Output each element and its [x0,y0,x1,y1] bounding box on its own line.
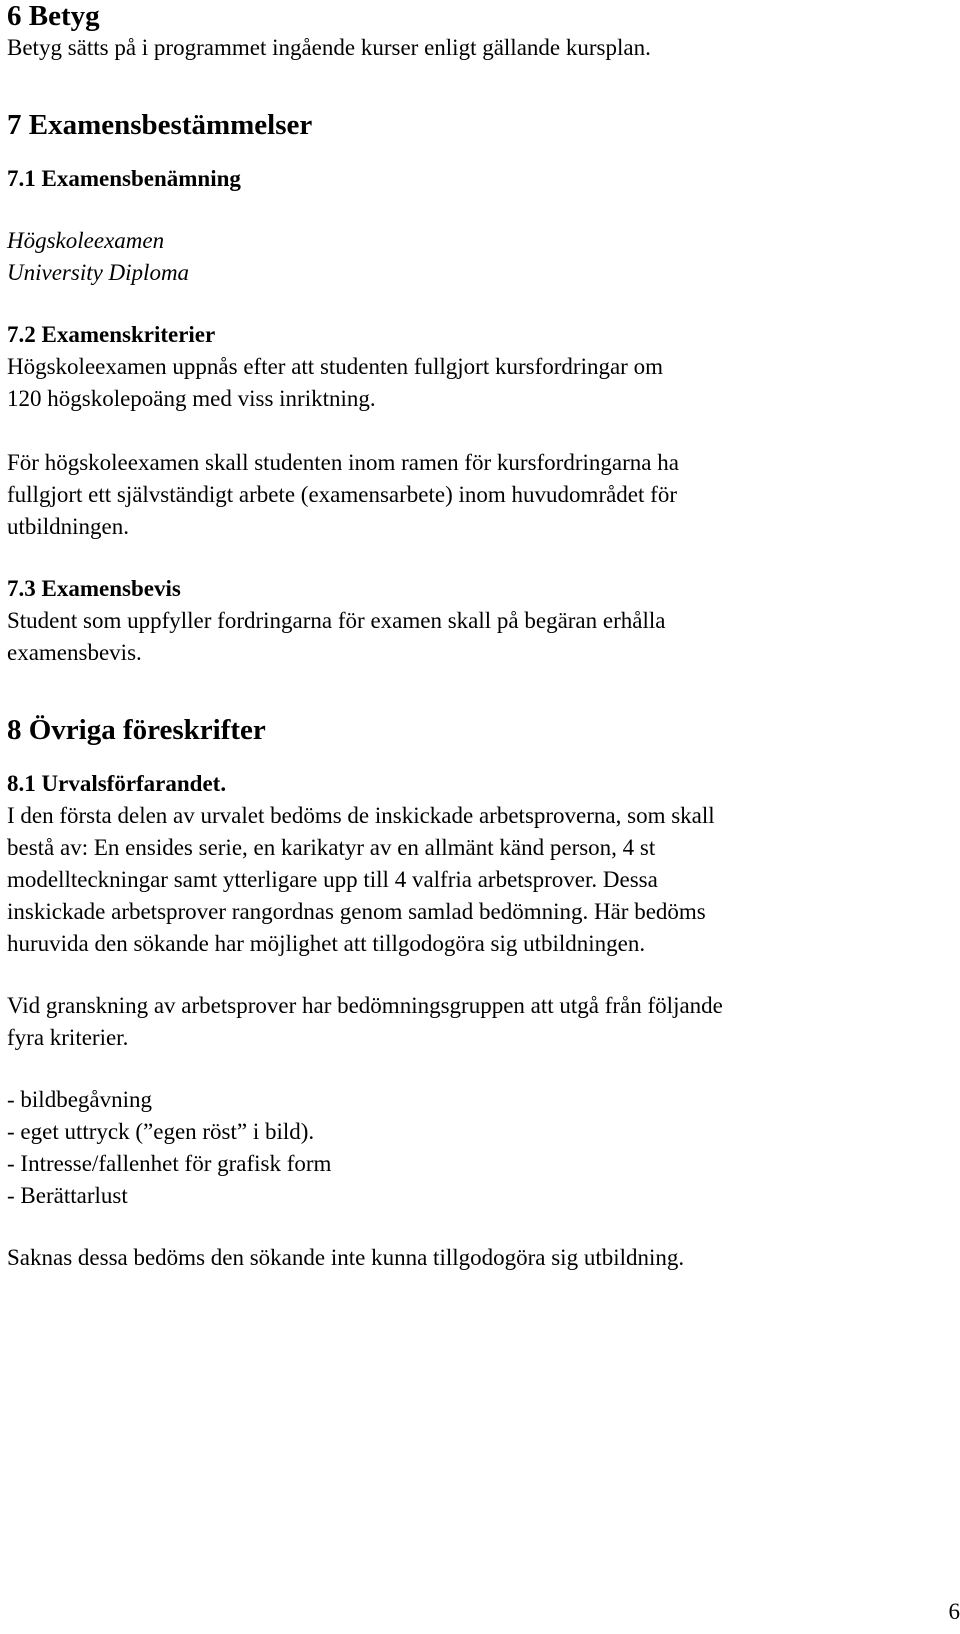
section-7-3-line: examensbevis. [7,640,142,665]
section-8-1-paragraph-1-line: bestå av: En ensides serie, en karikatyr av en allmänt känd person, 4 st [7,835,656,860]
section-7-3-heading: 7.3 Examensbevis [7,576,181,601]
section-7-2-heading: 7.2 Examenskriterier [7,322,216,347]
section-7-2-paragraph-2-line: utbildningen. [7,514,130,539]
section-8-1-paragraph-1-line: modellteckningar samt ytterligare upp till 4 valfria arbetsprover. Dessa [7,867,658,892]
section-6-heading: 6 Betyg [7,0,100,32]
section-8-heading: 8 Övriga föreskrifter [7,714,266,746]
degree-name-swedish: Högskoleexamen [7,228,165,253]
section-7-1-heading: 7.1 Examensbenämning [7,166,241,191]
section-7-3-line: Student som uppfyller fordringarna för examen skall på begäran erhålla [7,608,666,633]
criteria-list-item: - Intresse/fallenhet för grafisk form [7,1151,332,1176]
criteria-list-item: - eget uttryck (”egen röst” i bild). [7,1119,315,1144]
section-7-2-paragraph-1-line: Högskoleexamen uppnås efter att studenten fullgjort kursfordringar om [7,354,663,379]
section-7-2-paragraph-1-line: 120 högskolepoäng med viss inriktning. [7,386,376,411]
page-number: 6 [948,1599,960,1624]
section-8-1-heading: 8.1 Urvalsförfarandet. [7,771,227,796]
section-8-1-paragraph-1-line: I den första delen av urvalet bedöms de inskickade arbetsproverna, som skall [7,803,715,828]
section-6-text: Betyg sätts på i programmet ingående kurser enligt gällande kursplan. [7,35,651,60]
section-7-heading: 7 Examensbestämmelser [7,109,313,141]
section-8-1-paragraph-2-line: Vid granskning av arbetsprover har bedömningsgruppen att utgå från följande [7,993,723,1018]
degree-name-english: University Diploma [7,260,190,285]
section-7-2-paragraph-2-line: För högskoleexamen skall studenten inom ramen för kursfordringarna ha [7,450,679,475]
criteria-list-item: - Berättarlust [7,1183,128,1208]
criteria-list-item: - bildbegåvning [7,1087,152,1112]
section-8-1-paragraph-1-line: inskickade arbetsprover rangordnas genom samlad bedömning. Här bedöms [7,899,706,924]
section-8-1-paragraph-1-line: huruvida den sökande har möjlighet att tillgodogöra sig utbildningen. [7,931,646,956]
section-8-1-paragraph-2-line: fyra kriterier. [7,1025,129,1050]
section-7-2-paragraph-2-line: fullgjort ett självständigt arbete (examensarbete) inom huvudområdet för [7,482,677,507]
document-page [7,0,947,1274]
section-8-1-closing: Saknas dessa bedöms den sökande inte kunna tillgodogöra sig utbildning. [7,1245,685,1270]
